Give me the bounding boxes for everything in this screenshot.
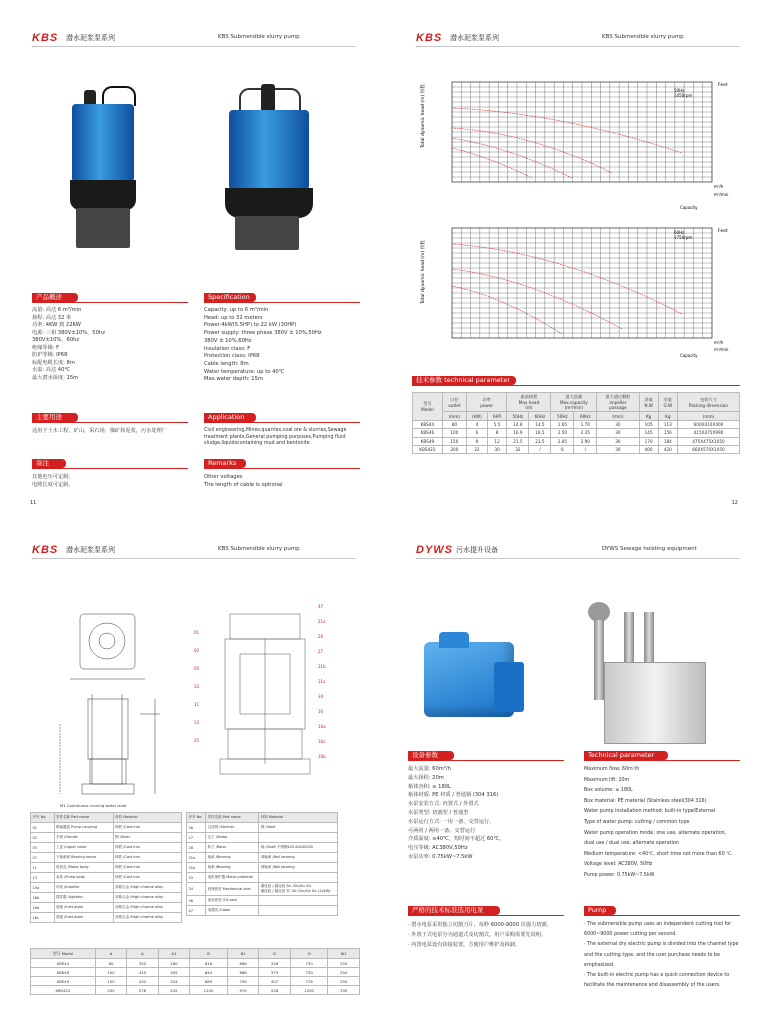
callout-label: 05 [194, 666, 200, 671]
table-row: KBS49 150 434 324 889 709 407 776 250 [31, 977, 360, 986]
standard-text: · 潜水电泵采用独立切割刀片，每秒 6000-9000 次强力切割。 · 外置于式电泵分为通道式及切割式，用户采购需要先说明。 · 内置电泵设有快接装置，方便用户维护及拆卸。 [408, 922, 552, 948]
page-number: 11 [30, 500, 37, 506]
pump-photo-left [62, 80, 152, 270]
table-row: 05 上盖 /Upper cover 铸铁 /Cast iron [31, 843, 182, 853]
table-row: 27 定子 /Stator [187, 833, 338, 843]
table-row: 16c 底板 /Inlet plate 高铬合金 /High chrome alloy [31, 913, 182, 923]
spec-text: Capacity: up to 6 m³/min Head: up to 32 meters Power:4kW(5.5HP) to 22 kW (30HP) Power supply: three phase 380V ± 10%,50Hz 380V ± 10%,60Hz Insulation class: F Protection class: IP68 Cable length: 8m Water temperature: up to 40℃ Max.water depth: 15m [204, 307, 322, 383]
performance-chart-50hz [412, 78, 732, 218]
hz-label: 50Hz [674, 88, 685, 93]
page-header [416, 32, 740, 47]
remarks-text: Other voltages The length of cable is optional [204, 474, 283, 488]
table-row: KBS44 80 4 5.5 14.8 14.5 1.65 1.70 30 105 113 600X410X400 [413, 420, 740, 428]
use-title: 主要用途 [32, 413, 78, 422]
dimension-table: 型号 Model d A A1 B B1 D H W1 KBS44 80 350 260 816 666 326 730 250 KBS46 100 415 305 844 688 373 730 250 KBS49 150 434 324 889 709 407 776 250 KBS422 200 578 442 1245 970 528 1200 330 [30, 948, 360, 995]
blue-tank-photo [404, 632, 534, 732]
table-row: 33 电机保护器 Motor protector [187, 873, 338, 883]
table-row: KBS49 150 9 12 21.5 23.5 2.85 2.90 30 170 184 475X475X1050 [413, 437, 740, 445]
callout-label: 01 [194, 630, 200, 635]
table-row: KBS46 100 6 8 16.9 16.5 2.50 2.35 30 145 156 415X475X990 [413, 429, 740, 437]
performance-chart-60hz [412, 224, 732, 364]
table-row: 13 泵体 /Pump body 铸铁 /Cast iron [31, 873, 182, 883]
page-14 [384, 512, 768, 1024]
svg-text:m³/min: m³/min [714, 347, 729, 352]
technical-param-text: Maximum flow: 60m³/h Maximum lift: 20m Box volume: ≥ 180L Box material: PE material /Stainless steel(304 316) Water pump installation method: built-in type/External Type of water pump: cutting / common type Water pump operation mode: one use, alternate operation, dual use / dual use, alternate operation Medium temperature: <40℃, short time not more than 60 ℃. Voltage level: AC380V, 50Hz Pump power: 0.75kW~7.5kW [584, 767, 734, 878]
table-row: 36 油室密封 /Oil seal [187, 896, 338, 906]
svg-text:1750rpm: 1750rpm [674, 235, 693, 240]
callout-label: 16c [318, 739, 326, 744]
table-row: KBS422 200 578 442 1245 970 528 1200 330 [31, 986, 360, 995]
svg-text:m³/min: m³/min [714, 192, 729, 197]
callout-label: 16 [318, 709, 324, 714]
sectional-drawing [190, 594, 340, 794]
remark-cn-title: 备注 [32, 459, 66, 468]
callout-label: 16b [318, 754, 326, 759]
callout-label: 02 [194, 648, 200, 653]
series-title-cn: 潜水泥浆泵系列 [66, 546, 115, 554]
table-row: 11 电机壳 /Motor body 铸铁 /Cast iron [31, 863, 182, 873]
rpm-label: 1450rpm [674, 93, 693, 98]
parts-table-right: 序号 No. 零件名称 Part name 材料 Material 26 过滤网 /Strainer 钢 /Steel 27 定子 /Stator 28 转子 /Rotor 轴 /Shaft 不锈钢420 AISI420SS 31a 轴承 /Bearing 球轴承 /Ball bearing 31b 轴承 /Bearing 球轴承 /Ball bearing 33 电机保护器 Motor protector 34 机械密封 Mechanical seal 碳化硅 / 碳化硅 Sic /Sic/Sic Sic 碳化硅 / 碳化硅 TC Sic /Sic/Sic Sic (22kW) 36 油室密封 /Oil seal 47 电缆线 /Cable [186, 812, 338, 916]
series-title-en: KBS Submersible slurry pump [602, 34, 684, 40]
table-row: 01 联轴器盖 Pump coupling 铸铁 /Cast iron [31, 823, 182, 833]
table-row: 07 下轴承座 Bearing house 铸铁 /Cast iron [31, 853, 182, 863]
svg-text:Capacity: Capacity [680, 353, 698, 358]
table-row: 34 机械密封 Mechanical seal 碳化硅 / 碳化硅 Sic /Sic/Sic Sic 碳化硅 / 碳化硅 TC Sic /Sic/Sic Sic (22kW) [187, 883, 338, 896]
feet-label: Feet [718, 83, 728, 88]
callout-label: 11 [194, 702, 200, 707]
application-title: Application [204, 413, 256, 422]
kbs-logo: KBS [32, 32, 59, 44]
equipment-param-title: 设备参数 [408, 751, 454, 760]
kbs-logo: KBS [416, 32, 443, 44]
page-11 [0, 0, 384, 512]
capacity-label: Capacity [680, 205, 698, 210]
overview-text: 流量: 高达 6 m³/min 扬程: 高达 32 米 功率: 4KW 到 22KW 电源: 三相 380V±10%，50hz 380V±10%，60hz 绝缘等级: F 防护等级: IP68 标配电缆长度: 8m 水温: 高达 40℃ 最大潜水深度: 15m [32, 307, 105, 381]
use-text: 适用于土木工程，矿山，采石场，煤矿和泥浆，污水处理厂 [32, 428, 167, 434]
kbs-logo: KBS [32, 544, 59, 556]
callout-label: 34 [318, 694, 324, 699]
callout-label: 26 [318, 634, 324, 639]
table-row: KBS422 200 22 30 32 / 6 / 30 400 420 660X570X1450 [413, 445, 740, 453]
overview-title: 产品概述 [32, 293, 78, 302]
application-text: Civil engineering,Mines,quarries,coal ore & slurries,Sewage treatment plants,General pumping purposes,Pumping fluid sludge,liquidscontaining mud and bentonite [204, 428, 347, 446]
y-axis-label: Total dynamic head (m) 扬程 [421, 84, 426, 148]
parameter-title: 技术参数 technical parameter [412, 376, 516, 385]
callout-label: 21a [318, 619, 326, 624]
table-row: 28 转子 /Rotor 轴 /Shaft 不锈钢420 AISI420SS [187, 843, 338, 853]
table-row: 26 过滤网 /Strainer 钢 /Steel [187, 823, 338, 833]
callout-label: 25 [194, 738, 200, 743]
page-13 [0, 512, 384, 1024]
table-row: 16b 搅拌器 /Agitator 高铬合金 /High chrome alloy [31, 893, 182, 903]
remarks-title: Remarks [204, 459, 246, 468]
remark-cn-text: 其他电压可定制; 电缆长度可定制。 [32, 474, 74, 488]
spec-table-header: 型号 Model 口径 outlet 功率 power 最高扬程 Max.head (m) 最大流量 Max.capacity (m³/min) 最大通过颗粒 impeller passage 净重 N.W 毛重 G.W 包装尺寸 Packing dimension [413, 393, 740, 412]
table-row: 47 电缆线 /Cable [187, 906, 338, 916]
svg-text:m³/h: m³/h [714, 184, 724, 189]
table-row: 02 手柄 /Handle 钢 /Steel [31, 833, 182, 843]
svg-text:m³/h: m³/h [714, 340, 724, 345]
page-header [32, 32, 356, 47]
table-row: 31a 轴承 /Bearing 球轴承 /Ball bearing [187, 853, 338, 863]
svg-text:Feet: Feet [718, 229, 728, 234]
spec-title: Specification [204, 293, 256, 302]
series-title-en: DYWS Sewage hoisting equipment [602, 546, 697, 552]
pump-photo-right [225, 80, 315, 270]
pump-text: · The submersible pump uses an independent cutting tool for 6000~9000 power cutting per second. · The external dry electric pump is divided into the channel type and the cutting type, and the user purchase needs to be emphasized. · The built-in electric pump has a quick connection device to facilitate the maintenance and disassembly of the users. [584, 922, 739, 989]
series-title-cn: 潜水泥浆泵系列 [450, 34, 499, 42]
callout-label: 16a [318, 724, 326, 729]
callout-label: 27 [318, 649, 324, 654]
spec-table-units: (mm) (kW) (HP) 50Hz 60Hz 50Hz 60Hz (mm) Kg Kg (mm) [413, 412, 740, 420]
steel-tank-photo [584, 602, 714, 742]
series-title-en: KBS Submersible slurry pump [218, 546, 300, 552]
pump-title: Pump [584, 906, 616, 915]
spec-table [412, 392, 740, 454]
dimension-drawing [30, 604, 180, 814]
series-title-cn: 潜水泥浆泵系列 [66, 34, 115, 42]
table-row: 15a 叶轮 /Impeller 高铬合金 /High chrome alloy [31, 883, 182, 893]
parts-table-left: 序号 No. 零件名称 Part name 材料 Material 01 联轴器盖 Pump coupling 铸铁 /Cast iron 02 手柄 /Handle 钢 /Steel 05 上盖 /Upper cover 铸铁 /Cast iron 07 下轴承座 Bearing house 铸铁 /Cast iron 11 电机壳 /Motor body 铸铁 /Cast iron 13 泵体 /Pump body 铸铁 /Cast iron 15a 叶轮 /Impeller 高铬合金 /High chrome alloy 16b 搅拌器 /Agitator 高铬合金 /High chrome alloy 16a 底板 /Inlet plate 高铬合金 /High chrome alloy 16c 底板 /Inlet plate 高铬合金 /High chrome alloy [30, 812, 182, 923]
table-row: KBS46 100 415 305 844 688 373 730 250 [31, 968, 360, 977]
drawing-caption: M1 Continuous running water level [60, 803, 127, 808]
series-title-cn: 污水提升设备 [456, 546, 498, 554]
callout-label: 31b [318, 664, 326, 669]
callout-label: 13 [194, 720, 200, 725]
dyws-logo: DYWS [416, 544, 453, 556]
equipment-param-text: 最大流量: 60m³/h 最大扬程: 20m 箱体容积: ≥ 180L 箱体材质: PE 材质 / 普通钢 (304 316) 水泵安装方式: 内置式 / 外置式 水泵类型: 切割型 / 普通型 水泵运行方式: 一用一备、交替运行、 可两用 / 两用一备、交替运行 介质温度: ≤40℃，短时间不超过 60℃。 电压等级: AC380V,50Hz 水泵功率: 0.75kW~7.5kW [408, 766, 505, 860]
table-row: KBS44 80 350 260 816 666 326 730 250 [31, 959, 360, 968]
page-header [416, 544, 740, 559]
technical-param-title: Technical parameter [584, 751, 668, 760]
series-title-en: KBS Submersible slurry pump [218, 34, 300, 40]
standard-title: 严格的技术标准选用电泵 [408, 906, 500, 915]
callout-label: 31a [318, 679, 326, 684]
svg-text:60Hz: 60Hz [674, 230, 685, 235]
callout-label: 33 [194, 684, 200, 689]
table-row: 31b 轴承 /Bearing 球轴承 /Ball bearing [187, 863, 338, 873]
svg-text:Total dynamic head (m) 扬程: Total dynamic head (m) 扬程 [421, 240, 426, 304]
page-12 [384, 0, 768, 512]
callout-label: 47 [318, 604, 324, 609]
page-header [32, 544, 356, 559]
page-number: 12 [731, 500, 738, 506]
table-row: 16a 底板 /Inlet plate 高铬合金 /High chrome alloy [31, 903, 182, 913]
